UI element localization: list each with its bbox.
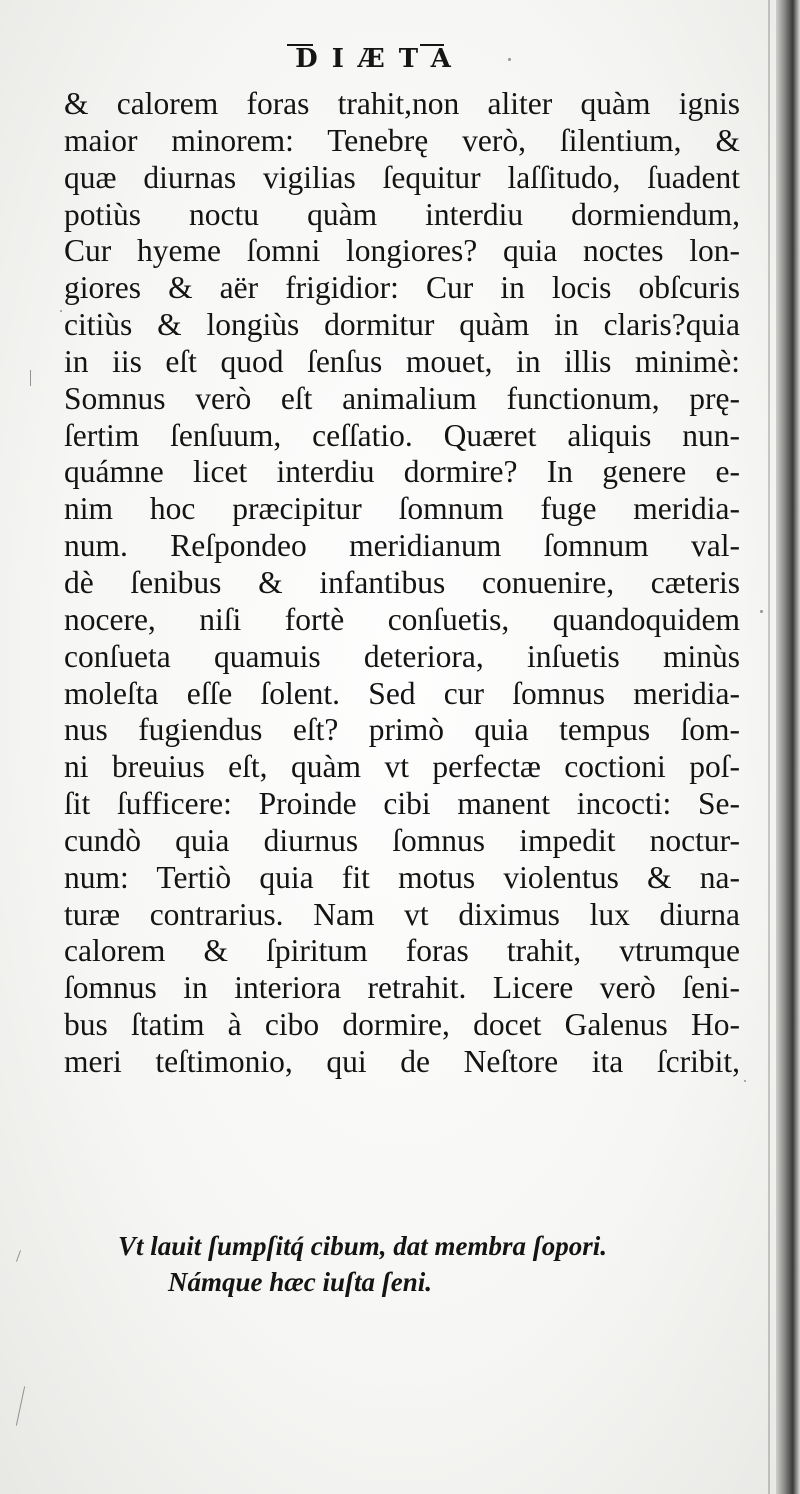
text-line: ſit ſufficere: Proinde cibi manent incocti: Se- (64, 786, 740, 822)
text-line: Cur hyeme ſomni longiores? quia noctes lon- (64, 233, 740, 269)
text-line: num: Tertiò quia fit motus violentus & na- (64, 859, 740, 895)
verse-line: Vt lauit ſumpſitq́ cibum, dat membra ſopori. (118, 1231, 608, 1261)
margin-pencil-mark (16, 1250, 21, 1262)
text-line: nocere, niſi fortè conſuetis, quandoquidem (64, 601, 740, 637)
text-line: quæ diurnas vigilias ſequitur laſſitudo, ſuadent (64, 159, 740, 195)
text-line: in iis eſt quod ſenſus mouet, in illis minimè: (64, 343, 740, 379)
text-line: turæ contrarius. Nam vt diximus lux diurna (64, 896, 740, 932)
text-line: quámne licet interdiu dormire? In genere e- (64, 454, 740, 490)
text-line: conſueta quamuis deteriora, inſuetis minùs (64, 638, 740, 674)
ink-speck (60, 310, 62, 312)
text-line: ni breuius eſt, quàm vt perfectæ coctioni poſ- (64, 749, 740, 785)
text-line: ſertim ſenſuum, ceſſatio. Quæret aliquis nun- (64, 417, 740, 453)
text-line: calorem & ſpiritum foras trahit, vtrumque (64, 933, 740, 969)
text-line: bus ſtatim à cibo dormire, docet Galenus Ho- (64, 1007, 740, 1043)
text-line: giores & aër frigidior: Cur in locis obſcuris (64, 270, 740, 306)
text-line: Somnus verò eſt animalium functionum, prę- (64, 380, 740, 416)
gutter-shadow (768, 0, 770, 1494)
running-head-title: DIÆTA (295, 44, 465, 74)
ink-speck (744, 1080, 746, 1082)
verse-line: Námque hæc iuſta ſeni. (168, 1267, 433, 1297)
text-line: nus fugiendus eſt? primò quia tempus ſom- (64, 712, 740, 748)
binding-gutter (776, 0, 800, 1494)
ink-speck (760, 610, 763, 613)
text-line: potiùs noctu quàm interdiu dormiendum, (64, 196, 740, 232)
text-line: moleſta eſſe ſolent. Sed cur ſomnus meridia- (64, 675, 740, 711)
text-line: cundò quia diurnus ſomnus impedit noctur- (64, 822, 740, 858)
main-text-block (64, 86, 740, 1081)
text-line: dè ſenibus & infantibus conuenire, cæteris (64, 564, 740, 600)
text-line: citiùs & longiùs dormitur quàm in claris?quia (64, 307, 740, 343)
text-line: nim hoc præcipitur ſomnum fuge meridia- (64, 491, 740, 527)
text-line: meri teſtimonio, qui de Neſtore ita ſcribit, (64, 1043, 740, 1079)
margin-pencil-mark (16, 1386, 25, 1425)
text-line: num. Reſpondeo meridianum ſomnum val- (64, 528, 740, 564)
verse-quotation (118, 1228, 718, 1300)
text-line: maior minorem: Tenebrę verò, ſilentium, & (64, 122, 740, 158)
text-line: & calorem foras trahit,non aliter quàm ignis (64, 86, 740, 121)
text-line: ſomnus in interiora retrahit. Licere verò ſeni- (64, 970, 740, 1006)
margin-pencil-mark (30, 370, 31, 386)
